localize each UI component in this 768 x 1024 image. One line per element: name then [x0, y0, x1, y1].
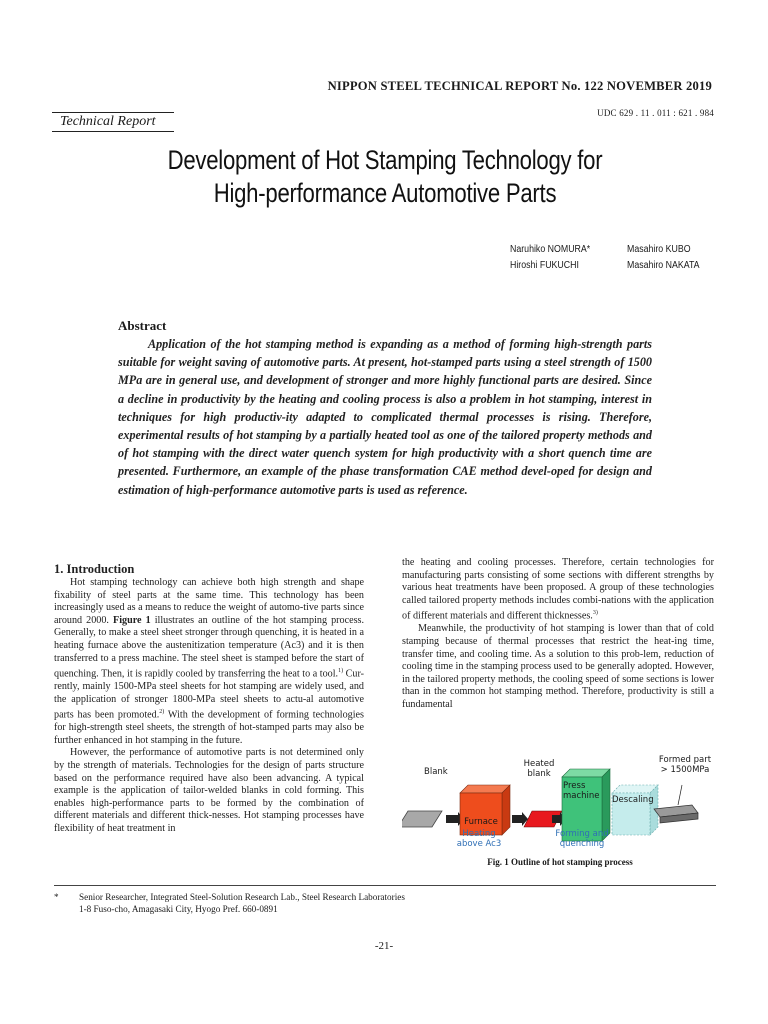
author-4: Masahiro NAKATA — [627, 260, 700, 271]
footnote-line-1: Senior Researcher, Integrated Steel-Solution Research Lab., Steel Research Laboratories — [79, 892, 405, 902]
author-1: Naruhiko NOMURA* — [510, 244, 591, 255]
text-run: Hot stamping technology can achieve both high strength and shape fixability of steel parts at the same time. This technology has been increasingly used as a means to reduce the weight of automo-tive parts since around 2000. — [54, 577, 364, 626]
label-line: Formed part — [658, 755, 712, 765]
furnace-side — [502, 785, 510, 835]
intro-paragraph-1 — [54, 577, 364, 747]
abstract-heading: Abstract — [118, 318, 167, 333]
footnote-divider — [54, 885, 716, 886]
udc-code: UDC 629 . 11 . 011 : 621 . 984 — [597, 108, 714, 118]
label-line: Press — [563, 781, 586, 791]
paper-title — [102, 144, 668, 210]
label-line: quenching — [559, 839, 605, 849]
text-run: With the development of forming technologies for high-strength steel sheets, the strength of hot-stamped parts may also be further enhanced in hot stamping in the future. — [54, 709, 364, 746]
label-line: blank — [527, 769, 551, 779]
label-line: above Ac3 — [456, 839, 502, 849]
author-3: Hiroshi FUKUCHI — [510, 260, 579, 271]
label-heated-blank — [519, 759, 559, 779]
label-line: Forming and — [555, 829, 609, 839]
citation-3[interactable]: 3) — [592, 610, 598, 617]
label-line: > 1500MPa — [660, 765, 710, 775]
text-run: the heating and cooling processes. Therefore, certain technologies for manufacturing parts consisting of some sections with different strengths by various heat treatments have been proposed. A group of these technologies called tailored property methods includes combi-nations with the application of different materials and different thicknesses. — [402, 557, 714, 622]
label-press-machine — [562, 781, 602, 801]
pointer-line — [678, 785, 682, 805]
footnote-line-2: 1-8 Fuso-cho, Amagasaki City, Hyogo Pref. 660-0891 — [79, 903, 278, 914]
footnote-mark: * — [54, 892, 59, 902]
label-descaling: Descaling — [612, 795, 654, 805]
page-number: -21- — [374, 940, 394, 952]
furnace-top — [460, 785, 510, 793]
abstract-body: Application of the hot stamping method is expanding as a method of forming high-strength parts suitable for weight saving of automotive parts. At present, hot-stamped parts using a steel strength of 1500 MPa are in general use, and development of stronger and more highly functional parts are desired. Since a decline in productivity by the heating and cooling process is also a problem in hot stamping, interest in techniques for high productiv-ity adapted to complicated thermal processes is rising. Therefore, experimental results of hot stamping by a partially heated tool as one of the tailored property methods and of hot stamping with the direct water quench system for high productivity with a short quench time are presented. Furthermore, an example of the phase transformation CAE method devel-oped for design and estimation of high-performance automotive parts is used as reference. — [118, 337, 652, 497]
right-column — [402, 557, 714, 712]
footnote — [54, 892, 405, 915]
label-formed-part — [650, 755, 720, 775]
abstract — [118, 318, 652, 499]
journal-header: NIPPON STEEL TECHNICAL REPORT No. 122 NOVEMBER 2019 — [327, 79, 712, 93]
title-line-1: Development of Hot Stamping Technology for — [167, 145, 603, 175]
text-run: Cur-rently, mainly 1500-MPa steel sheets for hot stamping are widely used, and the application of stronger 1800-MPa steel sheets to actu-al automotive parts has been promoted. — [54, 668, 364, 721]
intro-paragraph-3 — [402, 557, 714, 623]
figure-1 — [402, 755, 718, 871]
section-label: Technical Report — [52, 112, 174, 132]
citation-1[interactable]: 1) — [338, 668, 344, 675]
title-line-2: High-performance Automotive Parts — [213, 178, 557, 208]
figure-1-reference[interactable]: Figure 1 — [113, 614, 151, 626]
label-forming-quenching — [554, 829, 610, 849]
blank-sheet-shape — [402, 811, 442, 827]
label-line: machine — [563, 791, 600, 801]
section-heading-introduction: 1. Introduction — [54, 562, 135, 576]
intro-paragraph-2: However, the performance of automotive parts is not determined only by the strength of materials. Technologies for the design of parts structure based on the performance required have also been advancing. A typical example is the application of tailor-welded blanks in cold forming. This enables high-performance parts to be formed by the combination of different materials and different thick-nesses. Hot stamping processes have flexibility of heat treatment in — [54, 747, 364, 835]
label-heating — [454, 829, 504, 849]
label-line: Heating — [462, 829, 496, 839]
figure-caption: Fig. 1 Outline of hot stamping process — [487, 857, 633, 867]
left-column — [54, 562, 364, 836]
label-furnace: Furnace — [464, 817, 498, 827]
text-run: illustrates an outline of the hot stamping process. Generally, to make a steel sheet stronger through quenching, it is heated in a heating furnace above the austenitization temperature (Ac3) and it is then transferred to a press machine. The steel sheet is stamped before the start of quenching. Then, it is rapidly cooled by transferring the heat to a tool. — [54, 614, 364, 680]
author-2: Masahiro KUBO — [627, 244, 691, 255]
intro-paragraph-4: Meanwhile, the productivity of hot stamping is lower than that of cold stamping because of thermal processes that restrict the heat-ing time, transfer time, and cooling time. As a solution to this prob-lem, reduction of cooling time in the stamping process used to be generally adopted. However, in the tailored property methods, the cooling speed of some sections is lower than in the common hot stamping method. Therefore, productivity is still a fundamental — [402, 623, 714, 710]
citation-2[interactable]: 2) — [159, 709, 165, 716]
label-line: Heated — [523, 759, 555, 769]
label-blank: Blank — [424, 767, 448, 777]
